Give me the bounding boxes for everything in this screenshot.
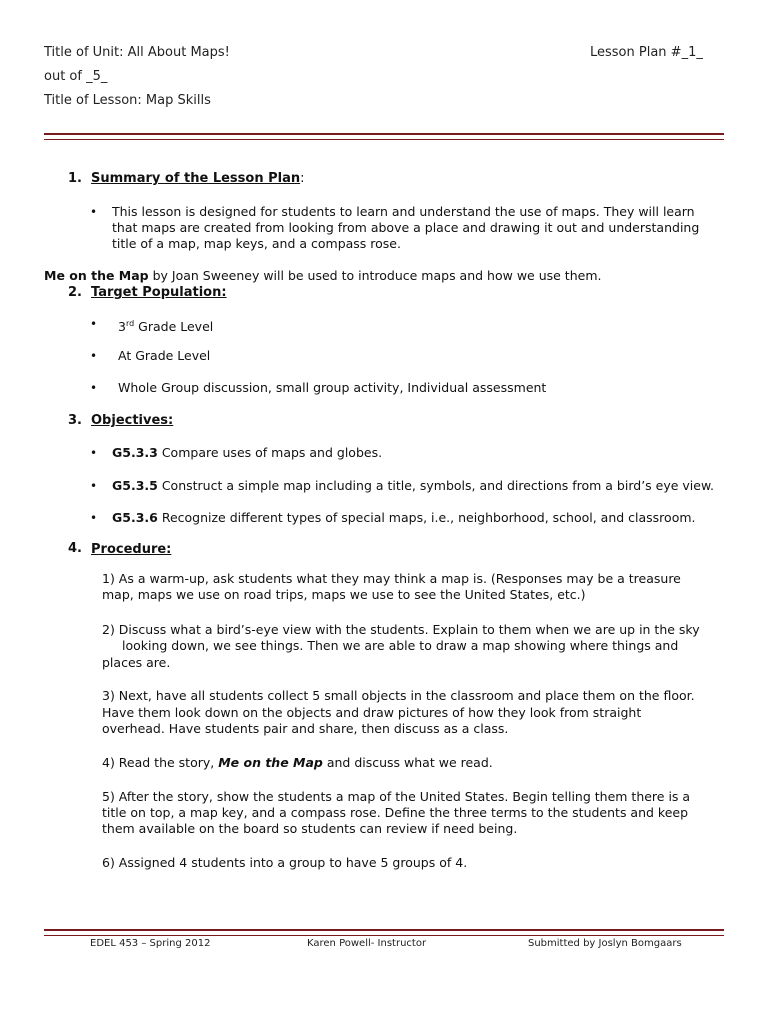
bullet-icon: • [90, 349, 98, 363]
section-3-number: 3. [68, 413, 82, 428]
procedure-step-3-line-1: 3) Next, have all students collect 5 small objects in the classroom and place them on the floor. [102, 688, 695, 703]
summary-line-2: that maps are created from looking from above a place and drawing it out and understanding [112, 220, 700, 235]
objective-item [112, 478, 714, 495]
bullet-icon: • [90, 446, 98, 460]
section-3-heading: Objectives: [91, 413, 174, 428]
step-4-prefix: 4) Read the story, [102, 755, 219, 770]
procedure-step-3-line-2: Have them look down on the objects and draw pictures of how they look from straight [102, 705, 642, 720]
section-1-number: 1. [68, 171, 82, 186]
section-2-heading: Target Population: [91, 285, 227, 300]
book-title: Me on the Map [44, 268, 149, 283]
unit-title: Title of Unit: All About Maps! [44, 45, 230, 60]
procedure-step-5-line-2: title on top, a map key, and a compass rose. Define the three terms to the students and keep [102, 805, 689, 820]
objective-item [112, 445, 382, 462]
footer-rule-top [44, 929, 724, 931]
section-4-heading: Procedure: [91, 542, 172, 557]
objective-text: Construct a simple map including a title, symbols, and directions from a bird’s eye view. [157, 478, 715, 493]
bullet-icon: • [90, 317, 98, 331]
bullet-icon: • [90, 381, 98, 395]
procedure-step-2-line-3: places are. [102, 655, 171, 670]
bullet-icon: • [90, 511, 98, 525]
section-4-number: 4. [68, 541, 82, 556]
objective-text: Compare uses of maps and globes. [157, 445, 383, 460]
procedure-step-2-line-1: 2) Discuss what a bird’s-eye view with the students. Explain to them when we are up in the sky [102, 622, 700, 637]
book-intro-text: by Joan Sweeney will be used to introduce maps and how we use them. [148, 268, 602, 283]
section-2-number: 2. [68, 285, 82, 300]
population-item: Whole Group discussion, small group activity, Individual assessment [118, 380, 547, 395]
bullet-icon: • [90, 479, 98, 493]
procedure-step-2-line-2: looking down, we see things. Then we are able to draw a map showing where things and [122, 638, 679, 653]
step-4-book-title: Me on the Map [218, 755, 323, 770]
footer-instructor: Karen Powell- Instructor [307, 938, 427, 949]
procedure-step-3-line-3: overhead. Have students pair and share, then discuss as a class. [102, 721, 509, 736]
grade-level [118, 316, 213, 336]
objective-code: G5.3.5 [112, 478, 158, 493]
summary-line-3: title of a map, map keys, and a compass rose. [112, 236, 401, 251]
book-intro [44, 268, 601, 285]
objective-code: G5.3.6 [112, 510, 158, 525]
bullet-icon: • [90, 205, 98, 219]
lesson-count: out of _5_ [44, 69, 108, 84]
grade-suffix: rd [125, 319, 135, 328]
lesson-plan-number: Lesson Plan #_1_ [590, 45, 703, 60]
procedure-step-6: 6) Assigned 4 students into a group to have 5 groups of 4. [102, 855, 468, 870]
header-rule-top [44, 133, 724, 135]
section-1-heading-text: Summary of the Lesson Plan [91, 171, 301, 186]
procedure-step-1-line-2: map, maps we use on road trips, maps we use to see the United States, etc.) [102, 587, 586, 602]
procedure-step-1-line-1: 1) As a warm-up, ask students what they may think a map is. (Responses may be a treasure [102, 571, 681, 586]
grade-text: Grade Level [134, 319, 214, 335]
procedure-step-5-line-3: them available on the board so students can review if need being. [102, 821, 518, 836]
lesson-title: Title of Lesson: Map Skills [44, 93, 211, 108]
footer-course: EDEL 453 – Spring 2012 [90, 938, 211, 949]
header-rule-bottom [44, 139, 724, 140]
section-1-colon: : [300, 171, 305, 186]
footer-submitted: Submitted by Joslyn Bomgaars [528, 938, 682, 949]
objective-text: Recognize different types of special maps, i.e., neighborhood, school, and classroom. [157, 510, 696, 525]
section-1-heading [91, 171, 305, 186]
footer-rule-bottom [44, 935, 724, 936]
procedure-step-4 [102, 755, 493, 772]
step-4-suffix: and discuss what we read. [322, 755, 493, 770]
summary-line-1: This lesson is designed for students to learn and understand the use of maps. They will learn [112, 204, 695, 219]
grade-number: 3 [118, 319, 126, 335]
population-item: At Grade Level [118, 348, 211, 363]
procedure-step-5-line-1: 5) After the story, show the students a map of the United States. Begin telling them there is a [102, 789, 691, 804]
objective-code: G5.3.3 [112, 445, 158, 460]
objective-item [112, 510, 696, 527]
